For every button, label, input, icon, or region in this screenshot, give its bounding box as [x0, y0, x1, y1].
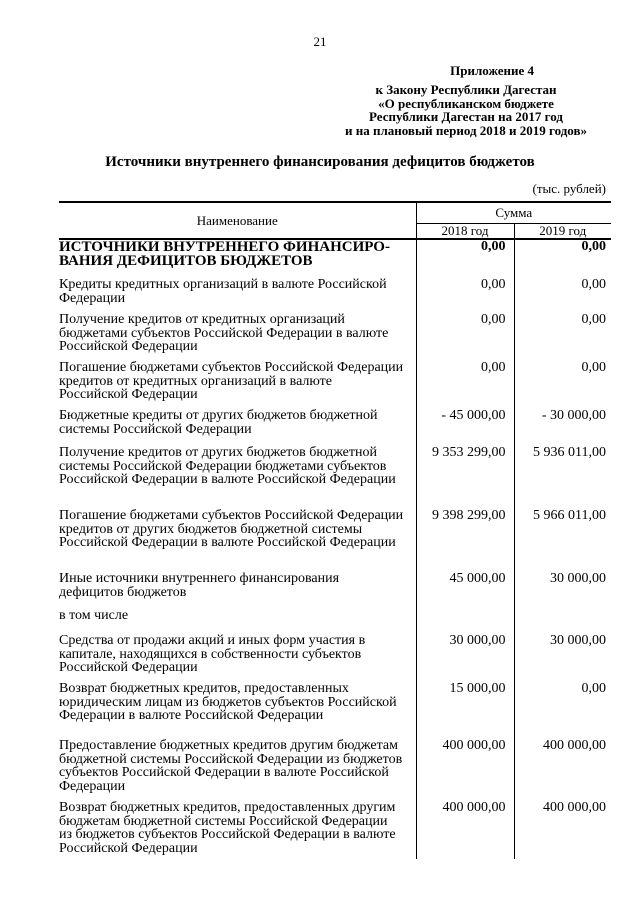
header-name: Наименование — [59, 202, 416, 239]
header-2018: 2018 год — [416, 224, 514, 240]
table-row — [59, 278, 611, 313]
header-2019: 2019 год — [539, 223, 587, 238]
row-name: Средства от продажи акций и иных форм участия в капитале, находящихся в собственности субъектов Российской Федерации — [59, 634, 416, 682]
row-value-2018: 0,00 — [416, 278, 514, 313]
document-title: Источники внутреннего финансирования дефицитов бюджетов — [105, 154, 535, 170]
financing-sources-table — [59, 201, 611, 859]
table-row — [59, 801, 611, 859]
appendix-line: к Закону Республики Дагестан — [375, 82, 557, 97]
row-value-2019: 5 936 011,00 — [533, 445, 606, 460]
row-value-2019: 0,00 — [581, 681, 606, 696]
row-value-2018: 0,00 — [416, 313, 514, 361]
row-value-2018: 400 000,00 — [416, 739, 514, 801]
row-name: Иные источники внутреннего финансирования дефицитов бюджетов — [59, 572, 416, 609]
row-value-2018: - 45 000,00 — [416, 409, 514, 446]
row-name: Кредиты кредитных организаций в валюте Российской Федерации — [59, 278, 416, 313]
row-value-2019: 400 000,00 — [543, 800, 606, 815]
row-value-2018: 9 398 299,00 — [416, 509, 514, 572]
row-value-2019: 0,00 — [581, 277, 606, 292]
row-name: Погашение бюджетами субъектов Российской Федерации кредитов от других бюджетов бюджетной системы Российской Федерации в валюте Российской Федерации — [59, 509, 416, 572]
row-name: Получение кредитов от других бюджетов бюджетной системы Российской Федерации бюджетами субъектов Российской Федерации в валюте Российской Федерации — [59, 446, 416, 509]
row-value-2018: 45 000,00 — [416, 572, 514, 609]
appendix-line: Республики Дагестан на 2017 год — [369, 109, 563, 124]
header-sum: Сумма — [416, 202, 611, 224]
row-value-2019 — [514, 609, 611, 634]
appendix-line: и на плановый период 2018 и 2019 годов» — [345, 122, 587, 138]
row-value-2018: 0,00 — [416, 361, 514, 409]
row-value-2018: 30 000,00 — [416, 634, 514, 682]
row-name: в том числе — [59, 609, 416, 634]
table-row — [59, 446, 611, 509]
row-name: Предоставление бюджетных кредитов другим бюджетам бюджетной системы Российской Федерации из бюджетов субъектов Российской Федерации в валюте Российской Федерации — [59, 739, 416, 801]
row-name: Получение кредитов от кредитных организаций бюджетами субъектов Российской Федерации в валюте Российской Федерации — [59, 313, 416, 361]
table-row — [59, 634, 611, 682]
row-value-2019: 0,00 — [581, 239, 606, 254]
appendix-title: Приложение 4 — [450, 63, 534, 78]
row-value-2018: 15 000,00 — [416, 682, 514, 739]
row-value-2019: 30 000,00 — [550, 633, 606, 648]
table-row — [59, 313, 611, 361]
row-value-2019: 0,00 — [581, 312, 606, 327]
row-value-2019: 400 000,00 — [543, 738, 606, 753]
table-row — [59, 682, 611, 739]
row-value-2018: 9 353 299,00 — [416, 446, 514, 509]
row-value-2018 — [416, 609, 514, 634]
row-name: Возврат бюджетных кредитов, предоставленных юридическим лицам из бюджетов субъектов Российской Федерации в валюте Российской Федерации — [59, 682, 416, 739]
table-row — [59, 572, 611, 609]
table-row — [59, 609, 611, 634]
appendix-line: «О республиканском бюджете — [378, 95, 554, 111]
units-note: (тыс. рублей) — [532, 181, 606, 196]
table-row — [59, 240, 611, 278]
table-row — [59, 409, 611, 446]
row-value-2019: 5 966 011,00 — [533, 508, 606, 523]
table-row — [59, 361, 611, 409]
row-name: Возврат бюджетных кредитов, предоставленных другим бюджетам бюджетной системы Российской Федерации из бюджетов субъектов Российской Федерации в валюте Российской Федерации — [59, 801, 416, 859]
row-name: Бюджетные кредиты от других бюджетов бюджетной системы Российской Федерации — [59, 409, 416, 446]
page-number: 21 — [313, 34, 327, 49]
row-value-2018: 0,00 — [416, 240, 514, 278]
row-value-2019: 30 000,00 — [550, 571, 606, 586]
row-value-2019: 0,00 — [581, 360, 606, 375]
row-name: ИСТОЧНИКИ ВНУТРЕННЕГО ФИНАНСИРО-ВАНИЯ ДЕФИЦИТОВ БЮДЖЕТОВ — [59, 240, 416, 278]
appendix-reference — [330, 83, 602, 137]
table-row — [59, 509, 611, 572]
row-value-2018: 400 000,00 — [416, 801, 514, 859]
table-row — [59, 739, 611, 801]
row-value-2019: - 30 000,00 — [541, 408, 606, 423]
row-name: Погашение бюджетами субъектов Российской Федерации кредитов от кредитных организаций в валюте Российской Федерации — [59, 361, 416, 409]
